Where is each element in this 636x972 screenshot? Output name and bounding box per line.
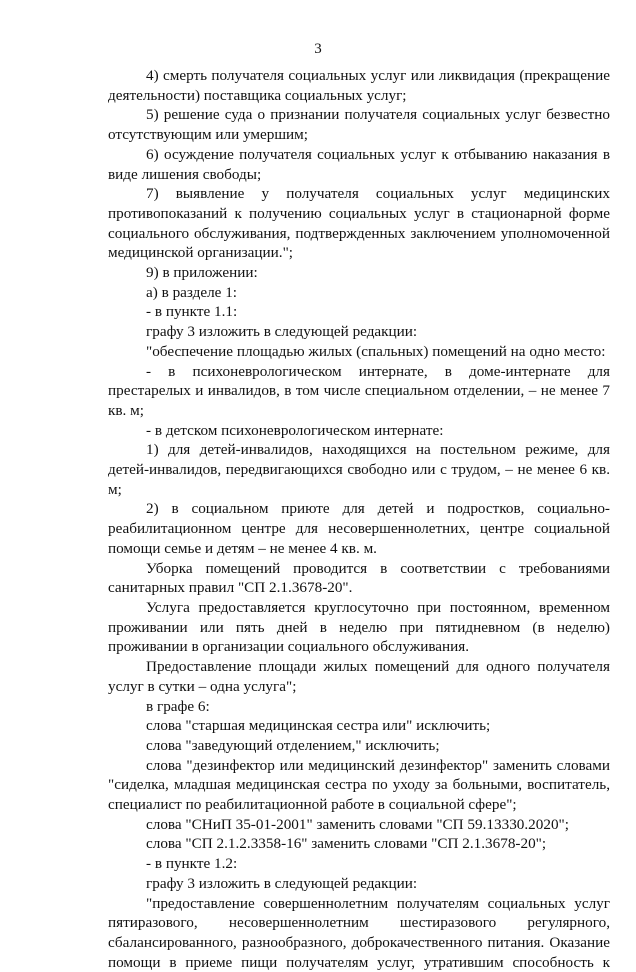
paragraph-words-sp: слова "СП 2.1.2.3358-16" заменить словами "СП 2.1.3678-20"; bbox=[146, 835, 547, 853]
paragraph-point-1-1: - в пункте 1.1: bbox=[146, 303, 238, 321]
paragraph-item-5: 5) решение суда о признании получателя социальных услуг безвестно отсутствующим или умершим; bbox=[108, 106, 610, 144]
paragraph-appendix: 9) в приложении: bbox=[146, 264, 258, 282]
paragraph-meals: "предоставление совершеннолетним получателям социальных услуг пятиразового, несовершеннолетним шестиразового регулярного, сбалансированного, разнообразного, доброкачественного питания. Оказание помощи в приеме пищи получателям услуг, утратившим способность к bbox=[108, 894, 610, 971]
paragraph-area-provision: "обеспечение площадью жилых (спальных) помещений на одно место: bbox=[146, 342, 606, 360]
paragraph-item-4: 4) смерть получателя социальных услуг или ликвидация (прекращение деятельности) поставщика социальных услуг; bbox=[108, 67, 610, 104]
paragraph-item-7: 7) выявление у получателя социальных услуг медицинских противопоказаний к получению социальных услуг в стационарной форме социального обслуживания, подтвержденных заключением уполномоченной медицинской организации."; bbox=[108, 185, 610, 262]
paragraph-service-hours: Услуга предоставляется круглосуточно при постоянном, временном проживании или пять дней в неделю при пятидневном (в неделю) проживании в организации социального обслуживания. bbox=[108, 598, 610, 656]
paragraph-children-internat: - в детском психоневрологическом интернате: bbox=[146, 421, 444, 439]
paragraph-cleaning: Уборка помещений проводится в соответствии с требованиями санитарных правил "СП 2.1.3678-20". bbox=[108, 559, 610, 597]
paragraph-service-unit: Предоставление площади жилых помещений для одного получателя услуг в сутки – одна услуга"; bbox=[108, 658, 610, 695]
paragraph-social-shelter: 2) в социальном приюте для детей и подростков, социально-реабилитационном центре для несовершеннолетних, центре социальной помощи семье и детям – не менее 4 кв. м. bbox=[108, 500, 610, 557]
paragraph-disabled-children: 1) для детей-инвалидов, находящихся на постельном режиме, для детей-инвалидов, передвигающихся свободно или с трудом, – не менее 6 кв. м; bbox=[108, 441, 610, 498]
paragraph-item-6: 6) осуждение получателя социальных услуг к отбыванию наказания в виде лишения свободы; bbox=[108, 145, 610, 183]
paragraph-column-6: в графе 6: bbox=[146, 697, 210, 715]
paragraph-column-3-1-2: графу 3 изложить в следующей редакции: bbox=[146, 874, 418, 892]
paragraph-words-nurse: слова "старшая медицинская сестра или" исключить; bbox=[146, 717, 491, 735]
paragraph-psycho-internat: - в психоневрологическом интернате, в доме-интернате для престарелых и инвалидов, в том числе специальном отделении, – не менее 7 кв. м; bbox=[108, 362, 610, 419]
paragraph-words-snip: слова "СНиП 35-01-2001" заменить словами "СП 59.13330.2020"; bbox=[146, 815, 569, 833]
document-body bbox=[108, 66, 610, 972]
paragraph-column-3-1-1: графу 3 изложить в следующей редакции: bbox=[146, 323, 418, 341]
paragraph-words-disinfector: слова "дезинфектор или медицинский дезинфектор" заменить словами "сиделка, младшая медицинская сестра по уходу за больными, воспитатель, специалист по реабилитационной работе в социальной сфере"; bbox=[108, 756, 610, 814]
paragraph-words-head: слова "заведующий отделением," исключить; bbox=[146, 736, 440, 754]
paragraph-point-1-2: - в пункте 1.2: bbox=[146, 855, 238, 873]
page-number: 3 bbox=[314, 41, 322, 57]
paragraph-section-1: а) в разделе 1: bbox=[146, 283, 238, 301]
